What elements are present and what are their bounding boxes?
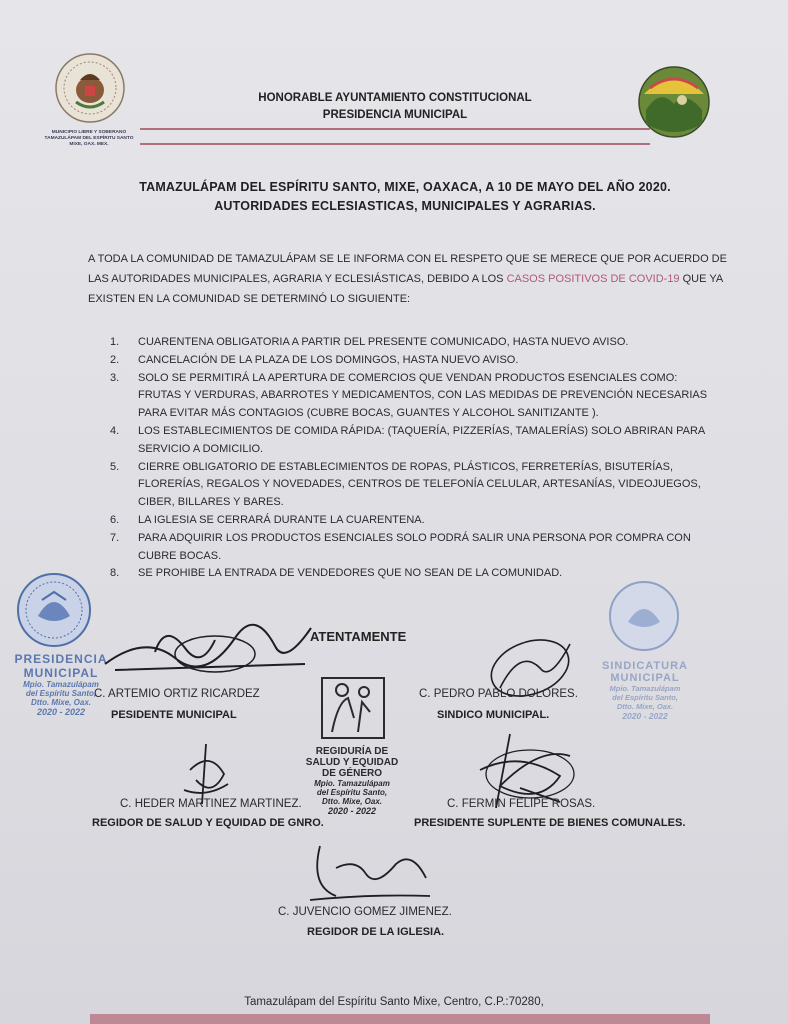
list-item: 4. LOS ESTABLECIMIENTOS DE COMIDA RÁPIDA: (TAQUERÍA, PIZZERÍAS, TAMALERÍAS) SOLO ABRIRAN PARA SERVICIO A DOMICILIO.	[110, 424, 705, 455]
list-item: 2. CANCELACIÓN DE LA PLAZA DE LOS DOMINGOS, HASTA NUEVO AVISO.	[110, 353, 519, 366]
regidor-iglesia-role: REGIDOR DE LA IGLESIA.	[307, 926, 445, 938]
regidor-salud-role: REGIDOR DE SALUD Y EQUIDAD DE GNRO.	[92, 817, 324, 829]
seal-caption: MUNICIPIO LIBRE Y SOBERANO TAMAZULÁPAM DEL ESPÍRITU SANTO MIXE, OAX. MEX.	[44, 130, 134, 147]
sindicatura-stamp-eagle-icon	[604, 578, 686, 656]
list-item: 3. SOLO SE PERMITIRÁ LA APERTURA DE COMERCIOS QUE VENDAN PRODUCTOS ESENCIALES COMO: FRUTAS Y VERDURAS, ABARROTES Y MEDICAMENTOS, CON LAS MEDIDAS DE PREVENCIÓN NECESARIAS PARA EVITAR MÁS CONTAGIOS (CUBRE BOCAS, GUANTES Y ALCOHOL SANITIZANTE ).	[110, 371, 708, 420]
regidor-iglesia-name: C. JUVENCIO GOMEZ JIMENEZ.	[278, 906, 452, 918]
header-divider-top	[140, 128, 650, 130]
intro-paragraph	[88, 249, 728, 309]
closing-atentamente: ATENTAMENTE	[310, 629, 407, 644]
footer-address: Tamazulápam del Espíritu Santo Mixe, Centro, C.P.:70280,	[244, 996, 544, 1008]
signature-presidente-icon	[95, 612, 315, 692]
document-addressees: AUTORIDADES ECLESIASTICAS, MUNICIPALES Y AGRARIAS.	[214, 199, 596, 213]
presidencia-stamp-eagle-icon	[12, 570, 98, 650]
intro-text-end: QUE YA EXISTEN EN LA COMUNIDAD SE DETERMINÓ LO SIGUIENTE:	[88, 273, 723, 305]
signature-regidor-iglesia-icon	[300, 838, 440, 908]
intro-text: A TODA LA COMUNIDAD DE TAMAZULÁPAM SE LE INFORMA CON EL RESPETO QUE SE MERECE QUE POR ACUERDO DE LAS AUTORIDADES MUNICIPALES, AGRARIA Y ECLESIÁSTICAS, DEBIDO A LOS	[88, 253, 727, 285]
list-item: 7. PARA ADQUIRIR LOS PRODUCTOS ESENCIALES SOLO PODRÁ SALIR UNA PERSONA POR COMPRA CON CUBRE BOCAS.	[110, 531, 691, 562]
suplente-role: PRESIDENTE SUPLENTE DE BIENES COMUNALES.	[414, 817, 686, 829]
measures-list	[110, 334, 710, 583]
regidor-salud-name: C. HEDER MARTINEZ MARTINEZ.	[120, 798, 302, 810]
list-item: 1. CUARENTENA OBLIGATORIA A PARTIR DEL PRESENTE COMUNICADO, HASTA NUEVO AVISO.	[110, 336, 629, 348]
header-line-2: PRESIDENCIA MUNICIPAL	[322, 109, 468, 121]
municipal-logo-icon	[636, 64, 714, 142]
footer-band	[90, 1014, 710, 1024]
coat-of-arms-seal-icon	[52, 50, 132, 130]
presidencia-stamp: PRESIDENCIA MUNICIPAL Mpio. Tamazulápam del Espíritu Santo, Dtto. Mixe, Oax. 2020 - 2022	[14, 652, 108, 717]
regiduria-stamp: REGIDURÍA DE SALUD Y EQUIDAD DE GÉNERO Mpio. Tamazulápam del Espíritu Santo, Dtto. Mixe, Oax. 2020 - 2022	[305, 746, 399, 816]
presidente-role: PESIDENTE MUNICIPAL	[111, 709, 237, 721]
list-item: 5. CIERRE OBLIGATORIO DE ESTABLECIMIENTOS DE ROPAS, PLÁSTICOS, FERRETERÍAS, BISUTERÍAS, FLORERÍAS, REGALOS Y NOVEDADES, CENTROS DE TELEFONÍA CELULAR, ARTESANÍAS, VIDEOJUEGOS, CIBER, BILLARES Y BARES.	[110, 460, 701, 509]
presidente-name: C. ARTEMIO ORTIZ RICARDEZ	[94, 688, 260, 700]
document-place-date: TAMAZULÁPAM DEL ESPÍRITU SANTO, MIXE, OAXACA, A 10 DE MAYO DEL AÑO 2020.	[139, 180, 671, 194]
list-item: 8. SE PROHIBE LA ENTRADA DE VENDEDORES QUE NO SEAN DE LA COMUNIDAD.	[110, 567, 563, 580]
regiduria-stamp-figures-icon	[318, 672, 388, 742]
intro-highlight: CASOS POSITIVOS DE COVID-19	[506, 273, 680, 285]
header-divider-bottom	[140, 143, 650, 145]
suplente-name: C. FERMIN FELIPE ROSAS.	[447, 798, 596, 810]
list-item: 6. LA IGLESIA SE CERRARÁ DURANTE LA CUARENTENA.	[110, 513, 425, 526]
sindico-role: SINDICO MUNICIPAL.	[437, 709, 550, 721]
header-line-1: HONORABLE AYUNTAMIENTO CONSTITUCIONAL	[258, 92, 532, 104]
sindicatura-stamp: SINDICATURA MUNICIPAL Mpio. Tamazulápam del Espíritu Santo, Dtto. Mixe, Oax. 2020 - 2022	[602, 660, 688, 721]
sindico-name: C. PEDRO PABLO DOLORES.	[419, 688, 578, 700]
